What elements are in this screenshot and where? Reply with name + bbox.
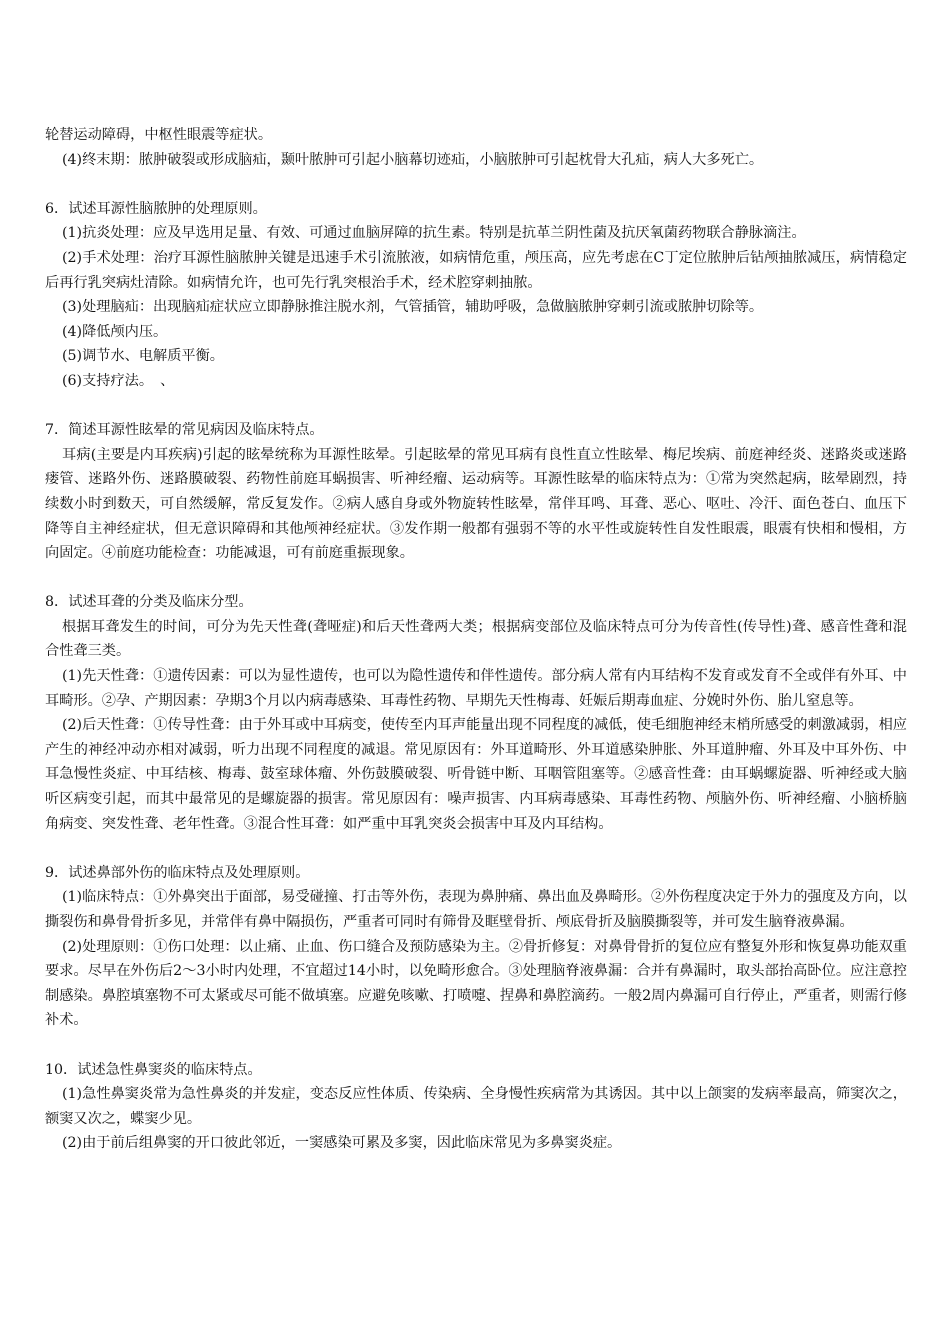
question-heading-8: 8．试述耳聋的分类及临床分型。 — [45, 594, 253, 611]
paragraph: 耳病(主要是内耳疾病)引起的眩晕统称为耳源性眩晕。引起眩晕的常见耳病有良性直立性眩晕、梅尼埃病、前庭神经炎、迷路炎或迷路瘘管、迷路外伤、迷路膜破裂、药物性前庭耳蜗损害、听神经瘤、运动病等。耳源性眩晕的临床特点为：①常为突然起病，眩晕剧烈，持续数小时到数天，可自然缓解，常反复发作。②病人感自身或外物旋转性眩晕，常伴耳鸣、耳聋、恶心、呕吐、冷汗、面色苍白、血压下降等自主神经症状，但无意识障碍和其他颅神经症状。③发作期一般都有强弱不等的水平性或旋转性自发性眼震，眼震有快相和慢相，方向固定。④前庭功能检查：功能减退，可有前庭重振现象。 — [45, 446, 907, 562]
paragraph: (2)处理原则：①伤口处理：以止痛、止血、伤口缝合及预防感染为主。②骨折修复：对鼻骨骨折的复位应有整复外形和恢复鼻功能双重要求。尽早在外伤后2～3小时内处理，不宜超过14小时，以免畸形愈合。③处理脑脊液鼻漏：合并有鼻漏时，取头部抬高卧位。应注意控制感染。鼻腔填塞物不可太紧或尽可能不做填塞。应避免咳嗽、打喷嚏、捏鼻和鼻腔滴药。一般2周内鼻漏可自行停止，严重者，则需行修补术。 — [45, 938, 907, 1029]
paragraph: (2)后天性聋：①传导性聋：由于外耳或中耳病变，使传至内耳声能量出现不同程度的减低，使毛细胞神经末梢所感受的刺激减弱，相应产生的神经冲动亦相对减弱，听力出现不同程度的减退。常见原因有：外耳道畸形、外耳道感染肿胀、外耳道肿瘤、外耳及中耳外伤、中耳急慢性炎症、中耳结核、梅毒、鼓室球体瘤、外伤鼓膜破裂、听骨链中断、耳咽管阻塞等。②感音性聋：由耳蜗螺旋器、听神经或大脑听区病变引起，而其中最常见的是螺旋器的损害。常见原因有：噪声损害、内耳病毒感染、耳毒性药物、颅脑外伤、听神经瘤、小脑桥脑角病变、突发性聋、老年性聋。③混合性耳聋：如严重中耳乳突炎会损害中耳及内耳结构。 — [45, 717, 907, 832]
paragraph: 根据耳聋发生的时间，可分为先天性聋(聋哑症)和后天性聋两大类；根据病变部位及临床特点可分为传音性(传导性)聋、感音性聋和混合性聋三类。 — [45, 618, 907, 660]
paragraph: (1)先天性聋：①遗传因素：可以为显性遗传，也可以为隐性遗传和伴性遗传。部分病人常有内耳结构不发育或发育不全或伴有外耳、中耳畸形。②孕、产期因素：孕期3个月以内病毒感染、耳毒性药物、早期先天性梅毒、妊娠后期毒血症、分娩时外伤、胎儿窒息等。 — [45, 668, 907, 709]
question-heading-6: 6．试述耳源性脑脓肿的处理原则。 — [45, 200, 267, 217]
paragraph: (4)降低颅内压。 — [62, 323, 168, 340]
blank-line — [45, 394, 907, 419]
blank-line — [45, 172, 907, 197]
paragraph: (3)处理脑疝：出现脑疝症状应立即静脉推注脱水剂，气管插管，辅助呼吸，急做脑脓肿穿刺引流或脓肿切除等。 — [62, 299, 764, 316]
paragraph: (5)调节水、电解质平衡。 — [62, 348, 224, 365]
paragraph: 轮替运动障碍，中枢性眼震等症状。 — [45, 127, 273, 143]
paragraph: (2)由于前后组鼻窦的开口彼此邻近，一窦感染可累及多窦，因此临床常见为多鼻窦炎症。 — [62, 1135, 622, 1152]
paragraph: (1)急性鼻窦炎常为急性鼻炎的并发症，变态反应性体质、传染病、全身慢性疾病常为其诱因。其中以上颌窦的发病率最高，筛窦次之，额窦又次之，蝶窦少见。 — [45, 1086, 907, 1127]
paragraph: (4)终末期：脓肿破裂或形成脑疝，颞叶脓肿可引起小脑幕切迹疝，小脑脓肿可引起枕骨大孔疝，病人大多死亡。 — [62, 151, 764, 168]
paragraph: (6)支持疗法。 、 — [62, 372, 175, 389]
question-heading-10: 10．试述急性鼻窦炎的临床特点。 — [45, 1061, 262, 1078]
blank-line — [45, 1033, 907, 1058]
blank-line — [45, 836, 907, 861]
paragraph: (2)手术处理：治疗耳源性脑脓肿关键是迅速手术引流脓液，如病情危重，颅压高，应先考虑在C丁定位脓肿后钻颅抽脓减压，病情稳定后再行乳突病灶清除。如病情允许，也可先行乳突根治手术，经术腔穿刺抽脓。 — [45, 249, 907, 291]
paragraph: (1)抗炎处理：应及早选用足量、有效、可通过血脑屏障的抗生素。特别是抗革兰阴性菌及抗厌氧菌药物联合静脉滴注。 — [62, 225, 806, 242]
document-page — [45, 123, 907, 1156]
blank-line — [45, 566, 907, 591]
question-heading-7: 7．简述耳源性眩晕的常见病因及临床特点。 — [45, 422, 324, 439]
question-heading-9: 9．试述鼻部外伤的临床特点及处理原则。 — [45, 864, 310, 881]
paragraph: (1)临床特点：①外鼻突出于面部，易受碰撞、打击等外伤，表现为鼻肿痛、鼻出血及鼻畸形。②外伤程度决定于外力的强度及方向，以撕裂伤和鼻骨骨折多见，并常伴有鼻中隔损伤，严重者可同时有筛骨及眶壁骨折、颅底骨折及脑膜撕裂等，并可发生脑脊液鼻漏。 — [45, 889, 907, 930]
